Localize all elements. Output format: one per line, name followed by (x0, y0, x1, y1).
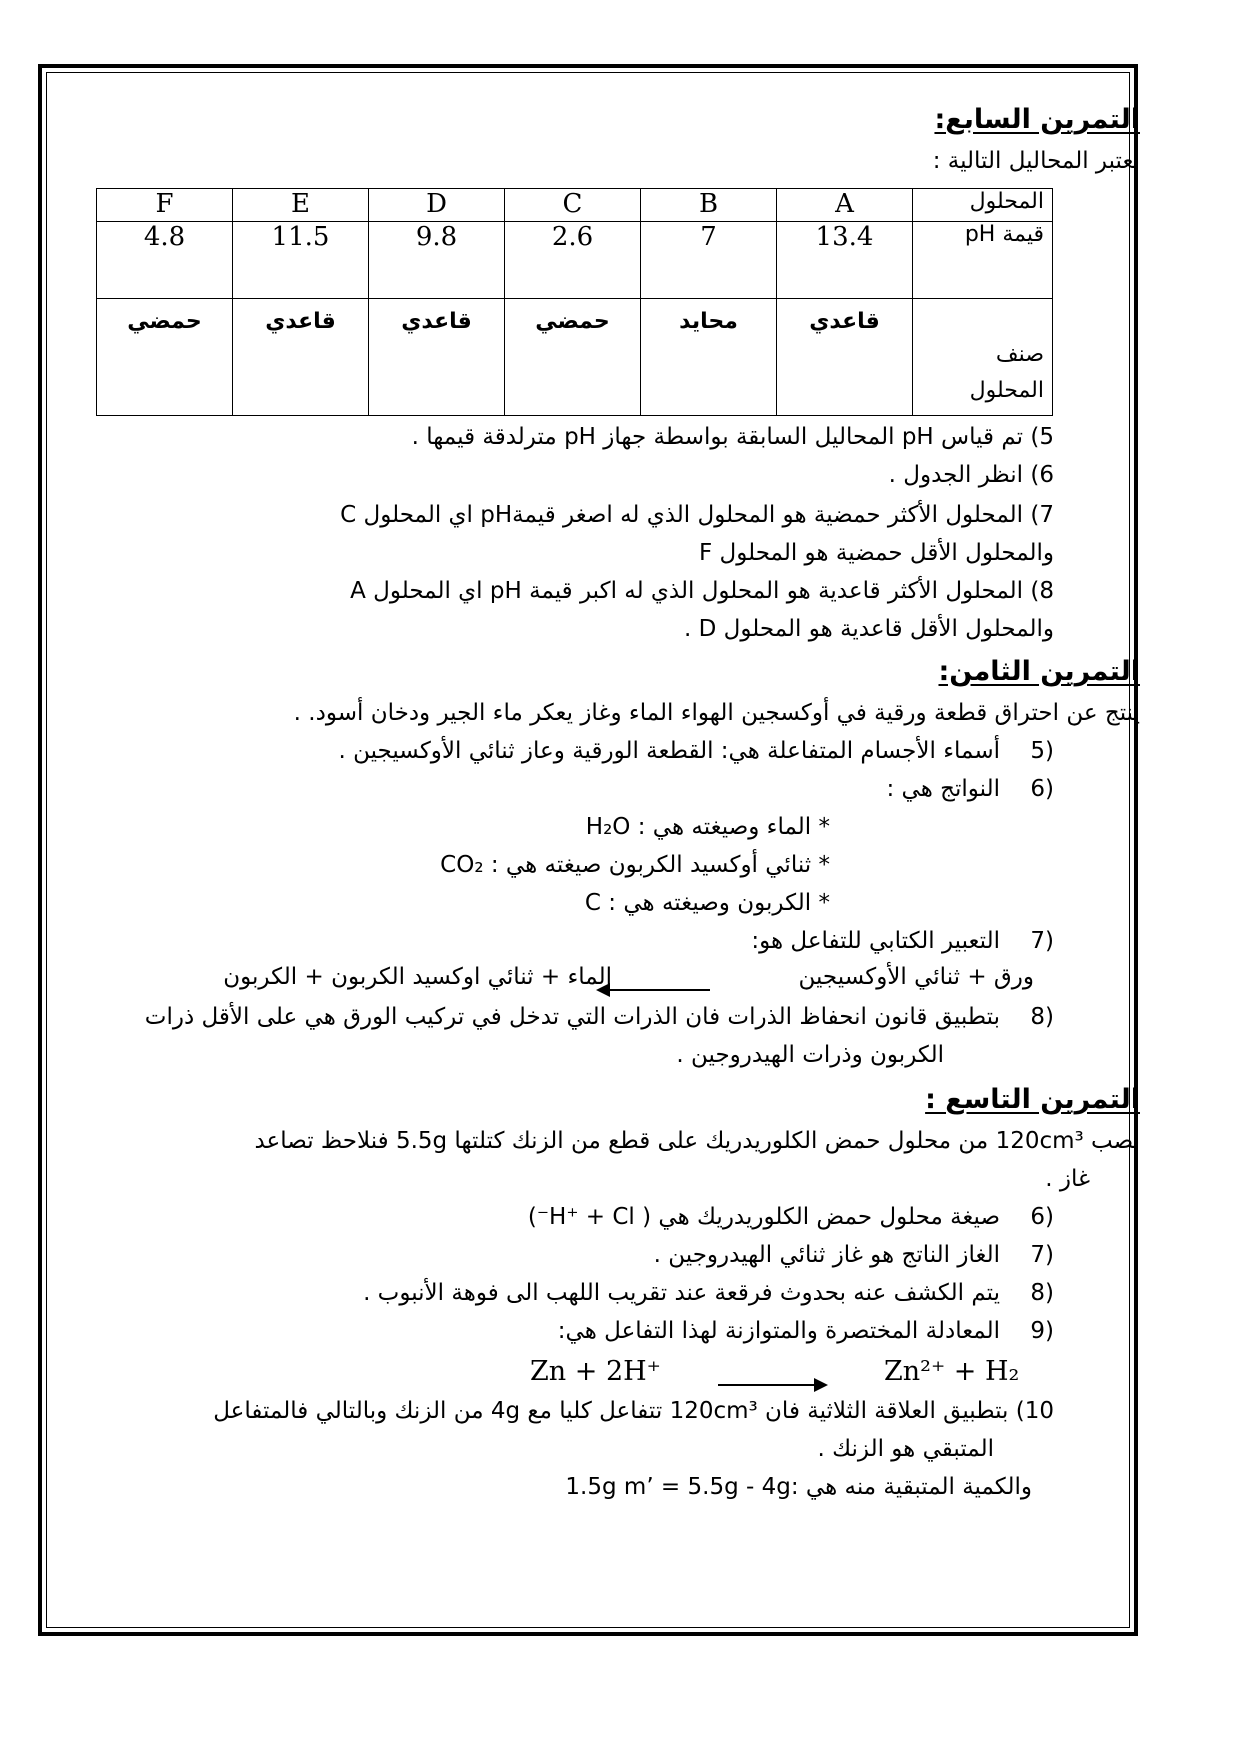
ex9-item-7-num: 7) (1030, 1242, 1054, 1268)
ex9-remaining: والكمية المتبقية منه هي :1.5g m’ = 5.5g - 4g (565, 1474, 1032, 1500)
equation-reactants: Zn + 2H⁺ (530, 1356, 661, 1387)
ex8-item-5-num: 5) (1030, 738, 1054, 764)
ex7-item-7: 7) المحلول الأكثر حمضية هو المحلول الذي له اصغر قيمةpH اي المحلول C (340, 502, 1054, 528)
ph-e: 11.5 (233, 222, 369, 299)
equation-products: Zn²⁺ + H₂ (884, 1356, 1020, 1387)
solution-d: D (369, 189, 505, 222)
ex7-item-5: 5) تم قياس pH المحاليل السابقة بواسطة جهاز pH مترلدقة قيمها . (411, 424, 1054, 450)
ex8-item-6-num: 6) (1030, 776, 1054, 802)
ex9-item-10-line2: المتبقي هو الزنك . (817, 1436, 994, 1462)
solution-a: A (777, 189, 913, 222)
ph-a: 13.4 (777, 222, 913, 299)
ex8-reactants: ورق + ثنائي الأوكسيجين (798, 964, 1034, 990)
reaction-arrow-left (598, 979, 710, 998)
ex9-item-8: يتم الكشف عنه بحدوث فرقعة عند تقريب اللهب الى فوهة الأنبوب . (363, 1280, 1000, 1306)
ex8-item-5: أسماء الأجسام المتفاعلة هي: القطعة الورقية وعاز ثنائي الأوكسيجين . (338, 738, 1000, 764)
ex7-item-8: 8) المحلول الأكثر قاعدية هو المحلول الذي له اكبر قيمة pH اي المحلول A (350, 578, 1054, 604)
ex7-item-8-cont: والمحلول الأقل قاعدية هو المحلول D . (684, 616, 1054, 642)
class-a: قاعدي (777, 299, 913, 416)
ex8-item-8-num: 8) (1030, 1004, 1054, 1030)
ex9-title: التمرين التاسع : (925, 1084, 1140, 1115)
class-d: قاعدي (369, 299, 505, 416)
ex9-item-10-line1: 10) بتطبيق العلاقة الثلاثية فان 120cm³ تتفاعل كليا مع 4g من الزنك وبالتالي فالمتفاعل (213, 1398, 1054, 1424)
ex9-item-9: المعادلة المختصرة والمتوازنة لهذا التفاعل هي: (557, 1318, 1000, 1344)
solution-e: E (233, 189, 369, 222)
ex7-item-7-cont: والمحلول الأقل حمضية هو المحلول F (698, 540, 1054, 566)
right-arrow-icon (718, 1384, 826, 1386)
ph-d: 9.8 (369, 222, 505, 299)
left-arrow-icon (598, 989, 710, 991)
ex8-carbon: * الكربون وصيغته هي : C (584, 890, 830, 916)
ex8-item-6: النواتج هي : (886, 776, 1000, 802)
ex8-intro: ينتج عن احتراق قطعة ورقية في أوكسجين الهواء الماء وغاز يعكر ماء الجير ودخان أسود. . (293, 700, 1140, 726)
ex9-item-9-num: 9) (1030, 1318, 1054, 1344)
ex7-item-6: 6) انظر الجدول . (888, 462, 1054, 488)
ex7-title: التمرين السابع: (934, 104, 1140, 135)
ex7-intro: نعتبر المحاليل التالية : (932, 148, 1140, 174)
row-label-solution: المحلول (913, 189, 1053, 222)
class-f: حمضي (97, 299, 233, 416)
ex8-item-8-line1: بتطبيق قانون انحفاظ الذرات فان الذرات التي تدخل في تركيب الورق هي على الأقل ذرات (144, 1004, 1000, 1030)
equation-arrow (718, 1374, 826, 1393)
class-b: محايد (641, 299, 777, 416)
ex8-title: التمرين الثامن: (938, 656, 1140, 687)
solution-c: C (505, 189, 641, 222)
solution-b: B (641, 189, 777, 222)
row-label-class-line2: المحلول (969, 378, 1044, 403)
ex9-item-7: الغاز الناتج هو غاز ثنائي الهيدروجين . (653, 1242, 1000, 1268)
row-label-ph: قيمة pH (913, 222, 1053, 299)
row-label-class (913, 299, 1053, 416)
ex9-intro-line1: نصب 120cm³ من محلول حمض الكلوريدريك على قطع من الزنك كتلتها 5.5g فنلاحظ تصاعد (254, 1128, 1140, 1154)
class-c: حمضي (505, 299, 641, 416)
ex8-products: الماء + ثنائي اوكسيد الكربون + الكربون (223, 964, 612, 990)
ex9-item-6: صيغة محلول حمض الكلوريدريك هي ( H⁺ + Cl⁻) (527, 1204, 1000, 1230)
ph-b: 7 (641, 222, 777, 299)
ex8-co2: * ثنائي أوكسيد الكربون صيغته هي : CO₂ (440, 852, 830, 878)
ex9-item-6-num: 6) (1030, 1204, 1054, 1230)
class-e: قاعدي (233, 299, 369, 416)
ex8-item-7: التعبير الكتابي للتفاعل هو: (751, 928, 1000, 954)
ex9-intro-line2: غاز . (1045, 1166, 1090, 1192)
ex8-water: * الماء وصيغته هي : H₂O (585, 814, 830, 840)
ph-table (96, 188, 1053, 416)
ex9-item-8-num: 8) (1030, 1280, 1054, 1306)
row-label-class-line1: صنف (995, 342, 1044, 367)
ex8-item-7-num: 7) (1030, 928, 1054, 954)
ph-f: 4.8 (97, 222, 233, 299)
ph-c: 2.6 (505, 222, 641, 299)
solution-f: F (97, 189, 233, 222)
ex8-item-8-line2: الكربون وذرات الهيدروجين . (676, 1042, 944, 1068)
